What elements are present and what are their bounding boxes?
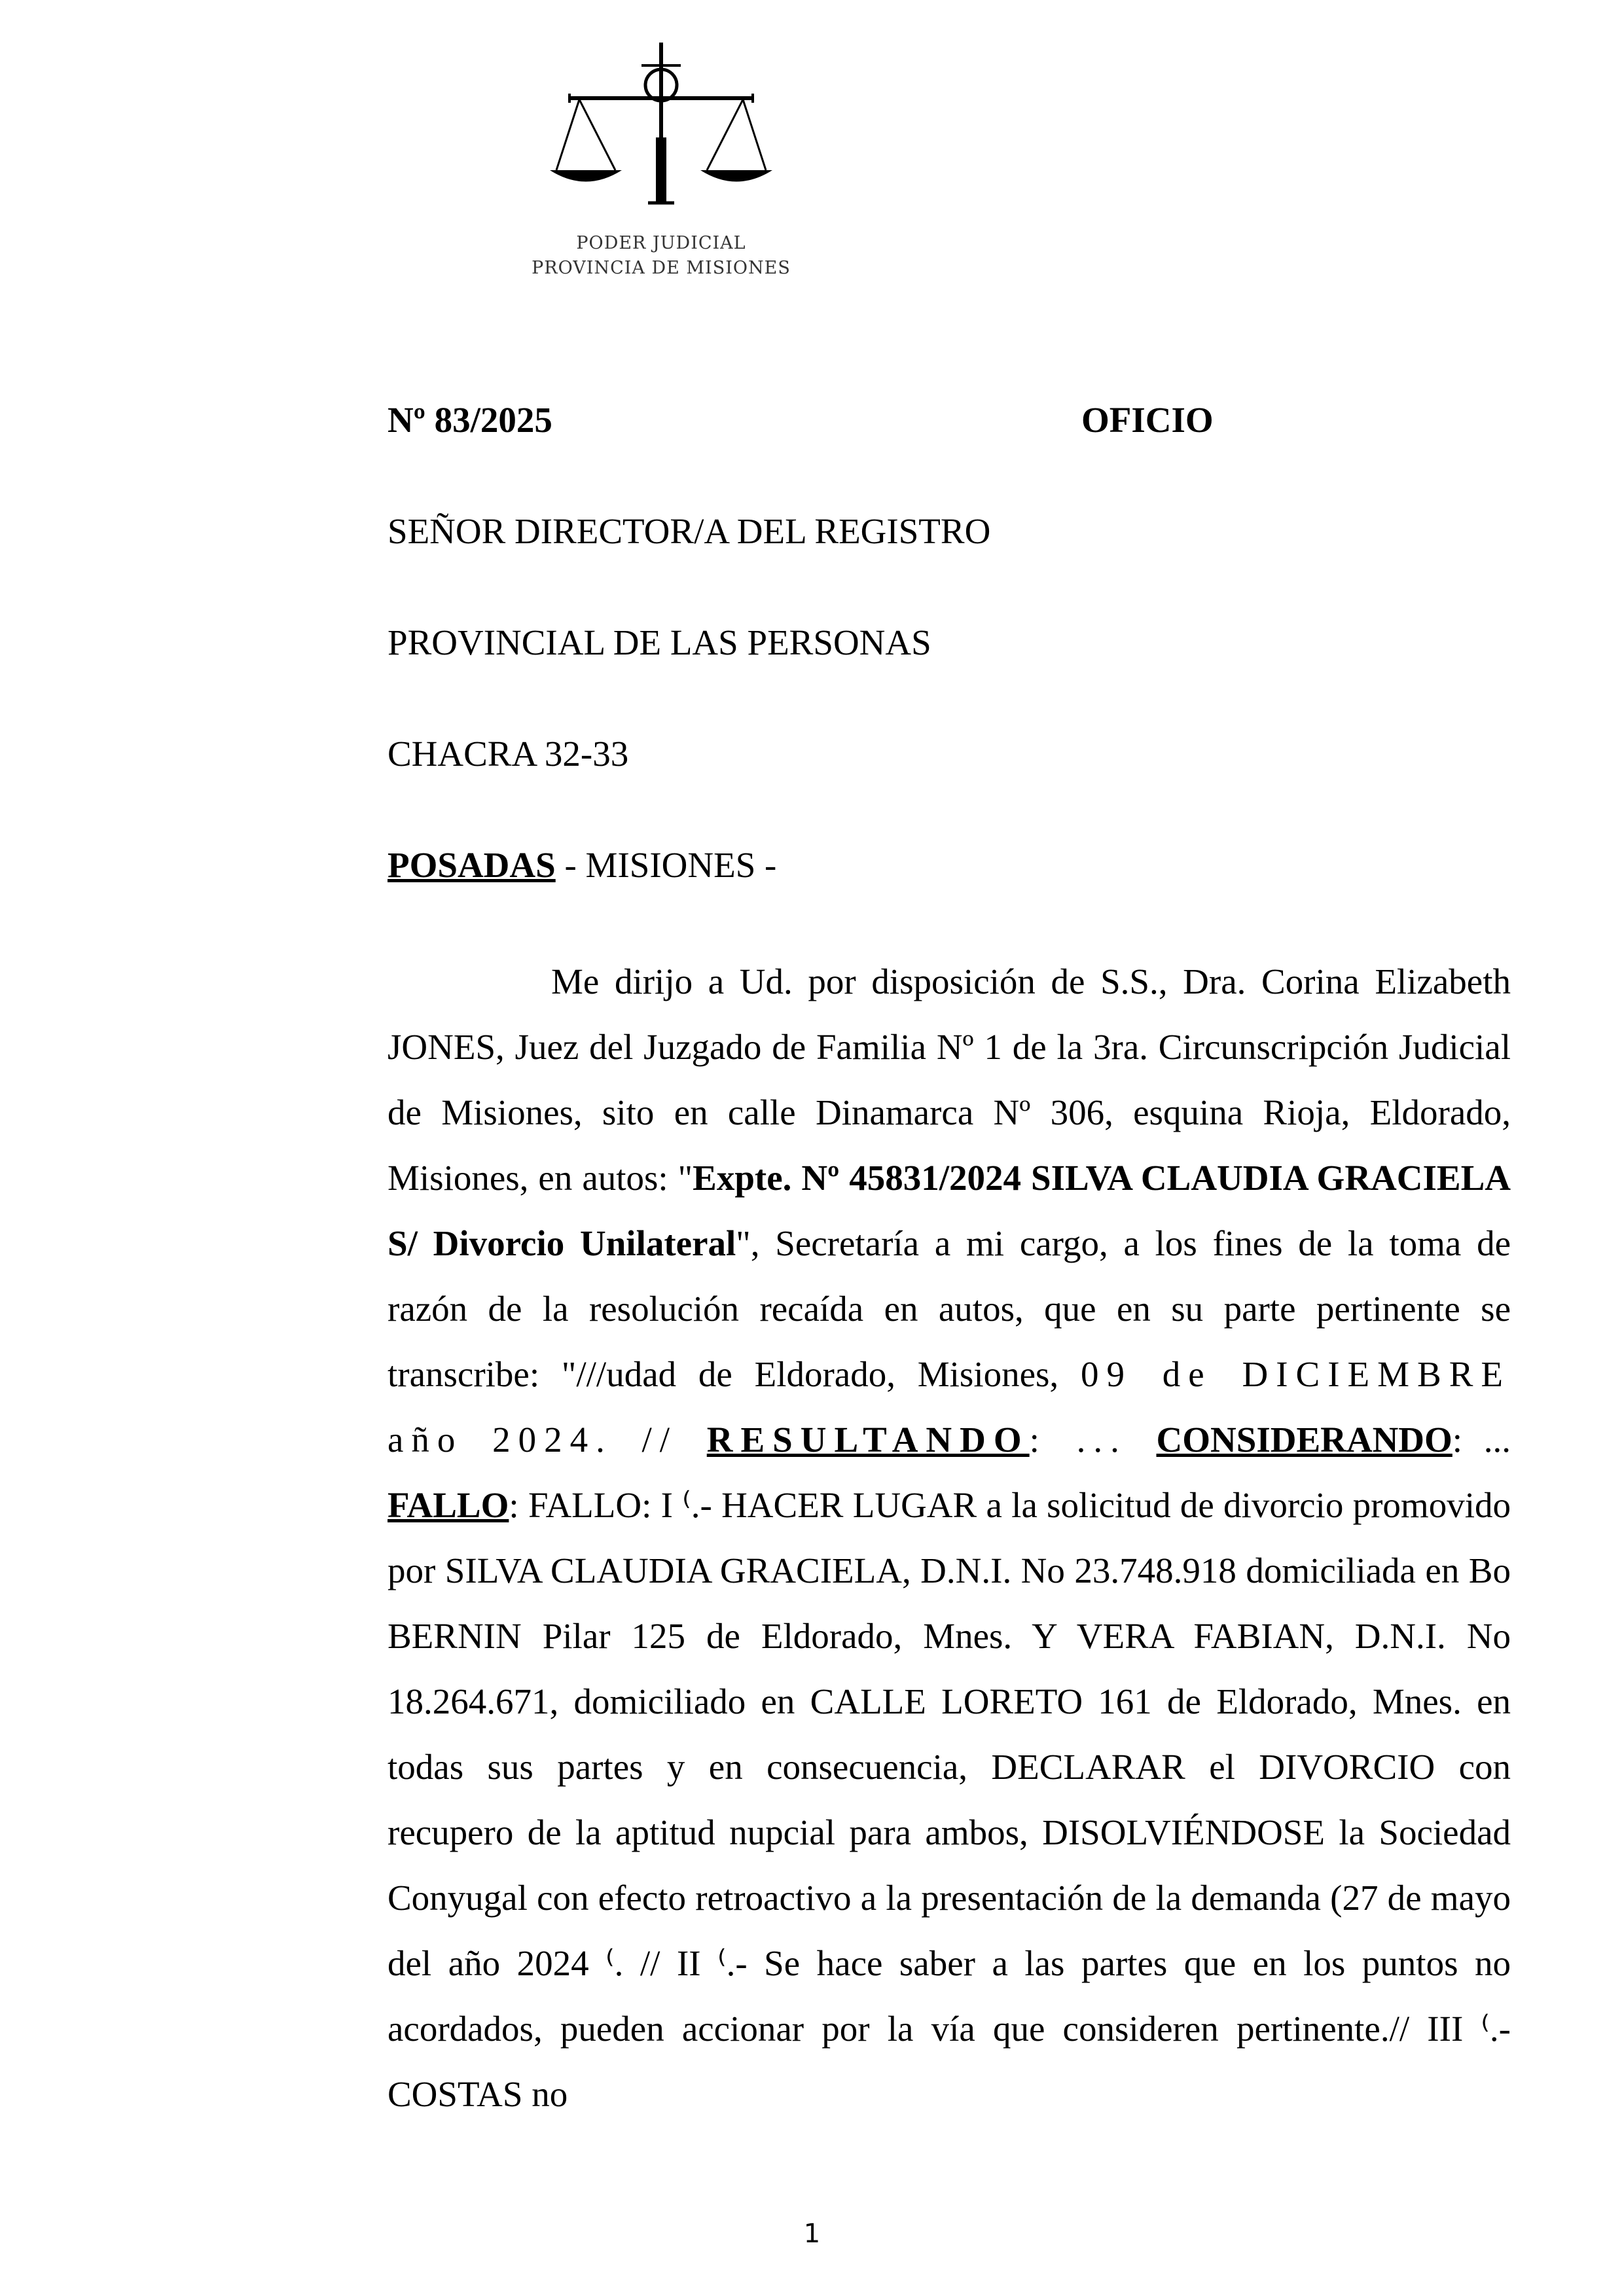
body-text-4: : ... <box>1452 1420 1511 1460</box>
address-city: POSADAS <box>388 845 556 885</box>
judicial-logo <box>517 39 805 288</box>
body-date: 09 de DICIEMBRE año 2024. // <box>388 1354 1511 1460</box>
logo-text-line2: PROVINCIA DE MISIONES <box>532 258 791 278</box>
resultando-heading: RESULTANDO <box>706 1420 1030 1460</box>
address-line3: CHACRA 32-33 <box>388 734 629 774</box>
scales-of-justice-icon <box>543 39 779 236</box>
address-city-line <box>388 844 776 886</box>
body-text-2: ", Secretaría a mi cargo, a los fines de la toma de razón de la resolución recaída en autos, que en su parte pertinente se transcribe: "///udad de Eldorado, Misiones, <box>388 1223 1511 1394</box>
body-text-5: : FALLO: I ⁽.- HACER LUGAR a la solicitud de divorcio promovido por SILVA CLAUDIA GRACIELA, D.N.I. No 23.748.918 domiciliada en Bo BERNIN Pilar 125 de Eldorado, Mnes. Y VERA FABIAN, D.N.I. No 18.264.671, domiciliado en CALLE LORETO 161 de Eldorado, Mnes. en todas sus partes y en consecuencia, DECLARAR el DIVORCIO con recupero de la aptitud nupcial para ambos, DISOLVIÉNDOSE la Sociedad Conyugal con efecto retroactivo a la presentación de la demanda (27 de mayo del año 2024 ⁽. // II ⁽.- Se hace saber a las partes que en los puntos no acordados, pueden accionar por la vía que consideren pertinente.// III ⁽.- COSTAS no <box>388 1485 1511 2114</box>
page-number: 1 <box>803 2219 821 2249</box>
document-number: Nº 83/2025 <box>388 400 552 440</box>
logo-text-line1: PODER JUDICIAL <box>576 233 746 253</box>
document-header <box>388 399 1511 445</box>
considerando-heading: CONSIDERANDO <box>1156 1420 1453 1460</box>
body-text-1: Me dirijo a Ud. por disposición de S.S., Dra. Corina Elizabeth JONES, Juez del Juzgado de Familia Nº 1 de la 3ra. Circunscripción Judicial de Misiones, sito en calle Dinamarca Nº 306, esquina Rioja, Eldorado, Misiones, en autos: " <box>388 961 1511 1198</box>
address-line1: SEÑOR DIRECTOR/A DEL REGISTRO <box>388 511 991 551</box>
address-province: - MISIONES - <box>555 845 777 885</box>
body-text-3: : ... <box>1029 1420 1157 1460</box>
document-type: OFICIO <box>1081 400 1214 440</box>
body-paragraph <box>388 949 1511 2127</box>
address-line2: PROVINCIAL DE LAS PERSONAS <box>388 622 931 662</box>
expediente-reference: Expte. Nº 45831/2024 SILVA CLAUDIA GRACIELA S/ Divorcio Unilateral <box>388 1158 1511 1263</box>
fallo-heading: FALLO <box>388 1485 509 1525</box>
